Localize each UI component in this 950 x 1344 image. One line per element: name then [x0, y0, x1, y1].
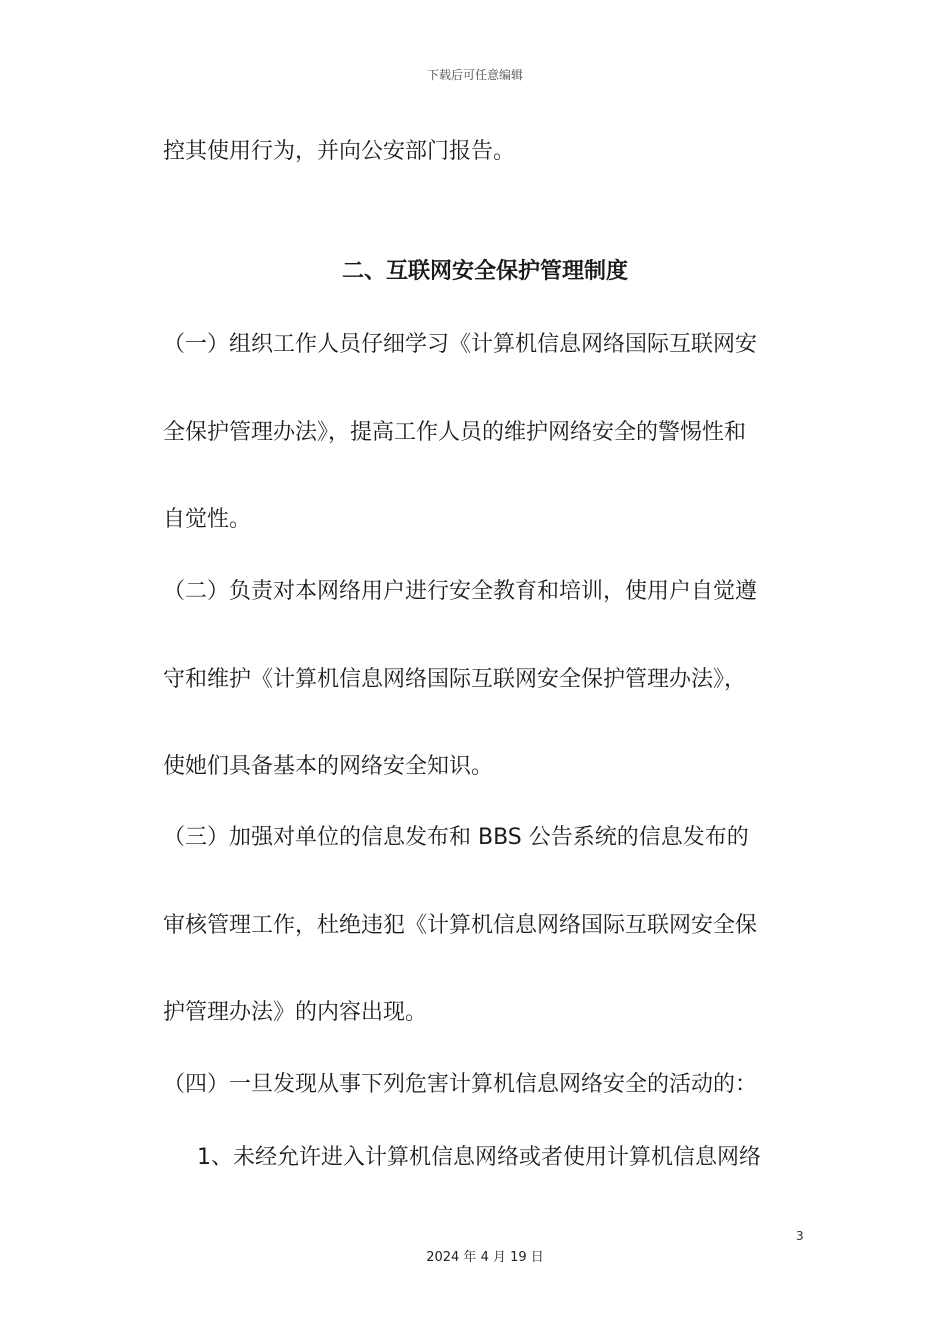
paragraph-line: （四）一旦发现从事下列危害计算机信息网络安全的活动的：	[163, 1072, 758, 1097]
paragraph-line: 护管理办法》的内容出现。	[163, 1000, 428, 1025]
paragraph-line: （二）负责对本网络用户进行安全教育和培训，使用户自觉遵	[163, 579, 758, 604]
paragraph-line: 自觉性。	[163, 507, 252, 532]
paragraph-line: 守和维护《计算机信息网络国际互联网安全保护管理办法》，	[163, 667, 747, 692]
paragraph-line: 全保护管理办法》，提高工作人员的维护网络安全的警惕性和	[163, 420, 747, 445]
paragraph-line: 审核管理工作，杜绝违犯《计算机信息网络国际互联网安全保	[163, 913, 758, 938]
paragraph-line: 控其使用行为，并向公安部门报告。	[163, 139, 516, 164]
paragraph-line: 1、未经允许进入计算机信息网络或者使用计算机信息网络	[197, 1145, 761, 1170]
paragraph-line: 使她们具备基本的网络安全知识。	[163, 754, 494, 779]
page-header: 下载后可任意编辑	[426, 68, 523, 82]
paragraph-line: （一）组织工作人员仔细学习《计算机信息网络国际互联网安	[163, 332, 758, 357]
section-heading: 二、互联网安全保护管理制度	[341, 259, 628, 284]
paragraph-line: （三）加强对单位的信息发布和 BBS 公告系统的信息发布的	[163, 825, 749, 850]
page-number: 3	[796, 1229, 804, 1243]
page-footer-date: 2024 年 4 月 19 日	[426, 1250, 544, 1265]
